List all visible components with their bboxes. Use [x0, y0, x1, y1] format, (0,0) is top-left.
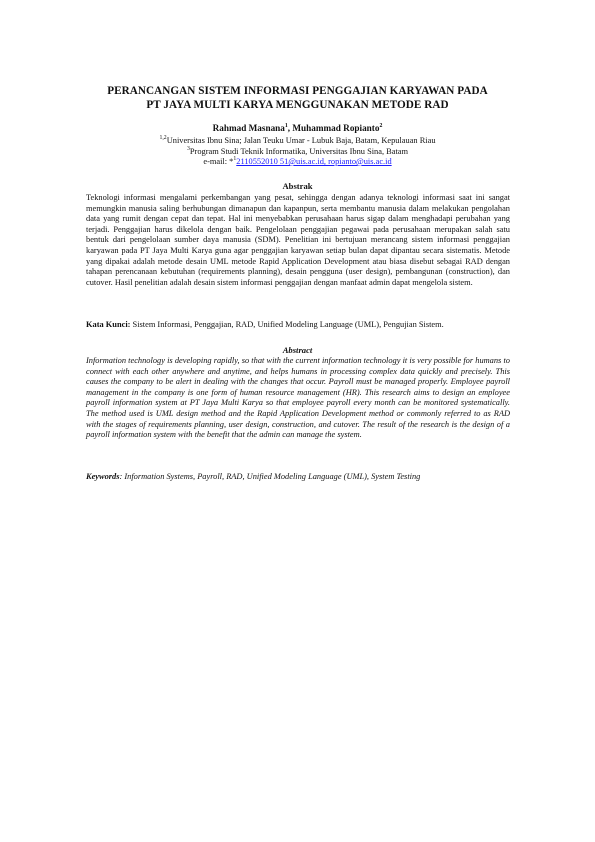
email-label: e-mail: * — [203, 157, 234, 166]
kata-kunci-line — [86, 320, 526, 331]
paper-title — [60, 84, 535, 112]
keywords-text: : Information Systems, Payroll, RAD, Unified Modeling Language (UML), System Testing — [119, 472, 421, 481]
author-1: Rahmad Masnana — [212, 123, 285, 133]
title-line-1: PERANCANGAN SISTEM INFORMASI PENGGAJIAN KARYAWAN PADA — [107, 85, 488, 97]
email-superscript: 1 — [233, 156, 237, 163]
affiliation-1 — [60, 136, 535, 146]
author-separator: , — [287, 123, 293, 133]
affiliation-1-text: Universitas Ibnu Sina; Jalan Teuku Umar - Lubuk Baja, Batam, Kepulauan Riau — [166, 136, 436, 145]
keywords-label: Keywords — [86, 472, 120, 481]
affiliation-2-superscript: 3 — [186, 146, 190, 153]
affiliation-1-superscript: 1,2 — [159, 135, 167, 142]
author-1-superscript: 1 — [284, 122, 288, 129]
email-links[interactable]: 2110552010 51@uis.ac.id, ropianto@uis.ac.id — [236, 157, 392, 166]
abstract-heading: Abstract — [282, 345, 313, 355]
author-list — [60, 123, 535, 134]
author-2-superscript: 2 — [379, 122, 383, 129]
title-line-2: PT JAYA MULTI KARYA MENGGUNAKAN METODE RAD — [146, 99, 449, 111]
email-line — [60, 157, 535, 167]
kata-kunci-text: Sistem Informasi, Penggajian, RAD, Unified Modeling Language (UML), Pengujian Sistem. — [130, 320, 444, 329]
abstract-body: Information technology is developing rapidly, so that with the current information technology it is very possible for humans to connect with each other anywhere and anytime, and helps humans in processing complex data quickly and precisely. This causes the company to be alert in dealing with the changes that occur. Payroll must be managed properly. Employee payroll management in the company is one form of human resource management (HR). This research aims to design an employee payroll information system at PT Jaya Multi Karya so that employee payroll every month can be monitored systematically. The method used is UML design method and the Rapid Application Development method or commonly referred to as RAD with the stages of requirements planning, user design, construction, and cutover. The result of the research is the design of a payroll information system with the benefit that the admin can manage the system. — [86, 356, 510, 440]
author-2: Muhammad Ropianto — [292, 123, 380, 133]
abstrak-heading: Abstrak — [282, 181, 313, 191]
kata-kunci-label: Kata Kunci: — [86, 320, 131, 329]
affiliation-2 — [60, 147, 535, 157]
affiliation-2-text: Program Studi Teknik Informatika, Universitas Ibnu Sina, Batam — [189, 147, 409, 156]
abstrak-body: Teknologi informasi mengalami perkembangan yang pesat, sehingga dengan adanya teknologi informasi saat ini sangat memungkin manusia saling berhubungan dimanapun dan kapanpun, serta membantu manusia dalam melakukan pengolahan data yang rumit dengan cepat dan tepat. Hal ini menyebabkan perusahaan harus sigap dalam menghadapi perubahan yang terjadi. Penggajian harus dikelola dengan baik. Pengelolaan penggajian pegawai pada perusahaan merupakan salah satu bentuk dari pengelolaan sumber daya manusia (SDM). Penelitian ini bertujuan merancang sistem informasi penggajian karyawan pada PT Jaya Multi Karya guna agar penggajian karyawan setiap bulan dapat dipantau secara sistematis. Metode yang dipakai adalah metode desain UML metode Rapid Application Development atau biasa disebut sebagai RAD dengan tahapan perencanaan kebutuhan (requirements planning), desain pengguna (user design), pembangunan (construction), dan cutover. Hasil penelitian adalah desain sistem informasi penggajian dengan manfaat admin dapat mengelola sistem. — [86, 193, 510, 287]
keywords-line — [86, 472, 526, 483]
